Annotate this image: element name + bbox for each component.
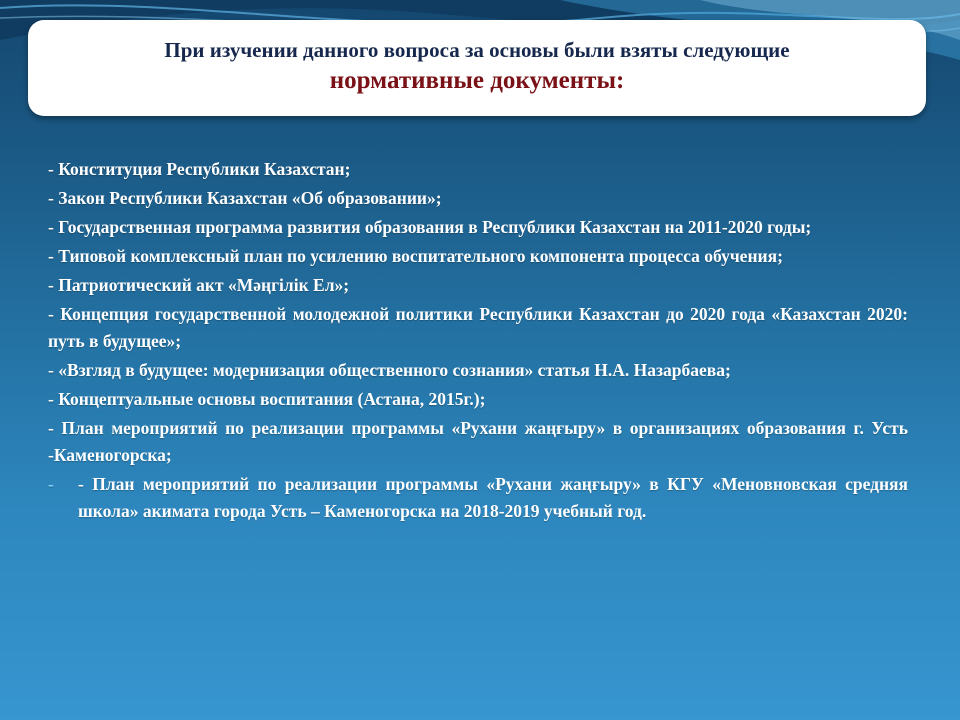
title-box — [28, 20, 926, 116]
list-item: - Концептуальные основы воспитания (Астана, 2015г.); — [48, 389, 486, 409]
nested-list-item-text: - План мероприятий по реализации программы «Рухани жаңғыру» в КГУ «Меновновская средняя школа» акимата города Усть – Каменогорска на 2018-2019 учебный год. — [78, 474, 908, 521]
list-item: - Патриотический акт «Мәңгілік Ел»; — [48, 275, 350, 295]
list-item: - План мероприятий по реализации программы «Рухани жаңғыру» в организациях образования г. Усть -Каменогорска; — [48, 418, 908, 465]
list-item: - Государственная программа развития образования в Республики Казахстан на 2011-2020 годы; — [48, 217, 812, 237]
slide-title-emphasis: нормативные документы: — [329, 67, 625, 94]
bullet-marker: - — [48, 474, 54, 494]
slide-title: При изучении данного вопроса за основы были взяты следующие — [164, 38, 790, 62]
list-item: - «Взгляд в будущее: модернизация общественного сознания» статья Н.А. Назарбаева; — [48, 360, 731, 380]
documents-list — [48, 156, 908, 527]
list-item: - Закон Республики Казахстан «Об образовании»; — [48, 188, 442, 208]
nested-list-item — [48, 471, 908, 525]
list-item: - Концепция государственной молодежной политики Республики Казахстан до 2020 года «Казахстан 2020: путь в будущее»; — [48, 304, 908, 351]
list-item: - Типовой комплексный план по усилению воспитательного компонента процесса обучения; — [48, 246, 783, 266]
list-item: - Конституция Республики Казахстан; — [48, 159, 351, 179]
